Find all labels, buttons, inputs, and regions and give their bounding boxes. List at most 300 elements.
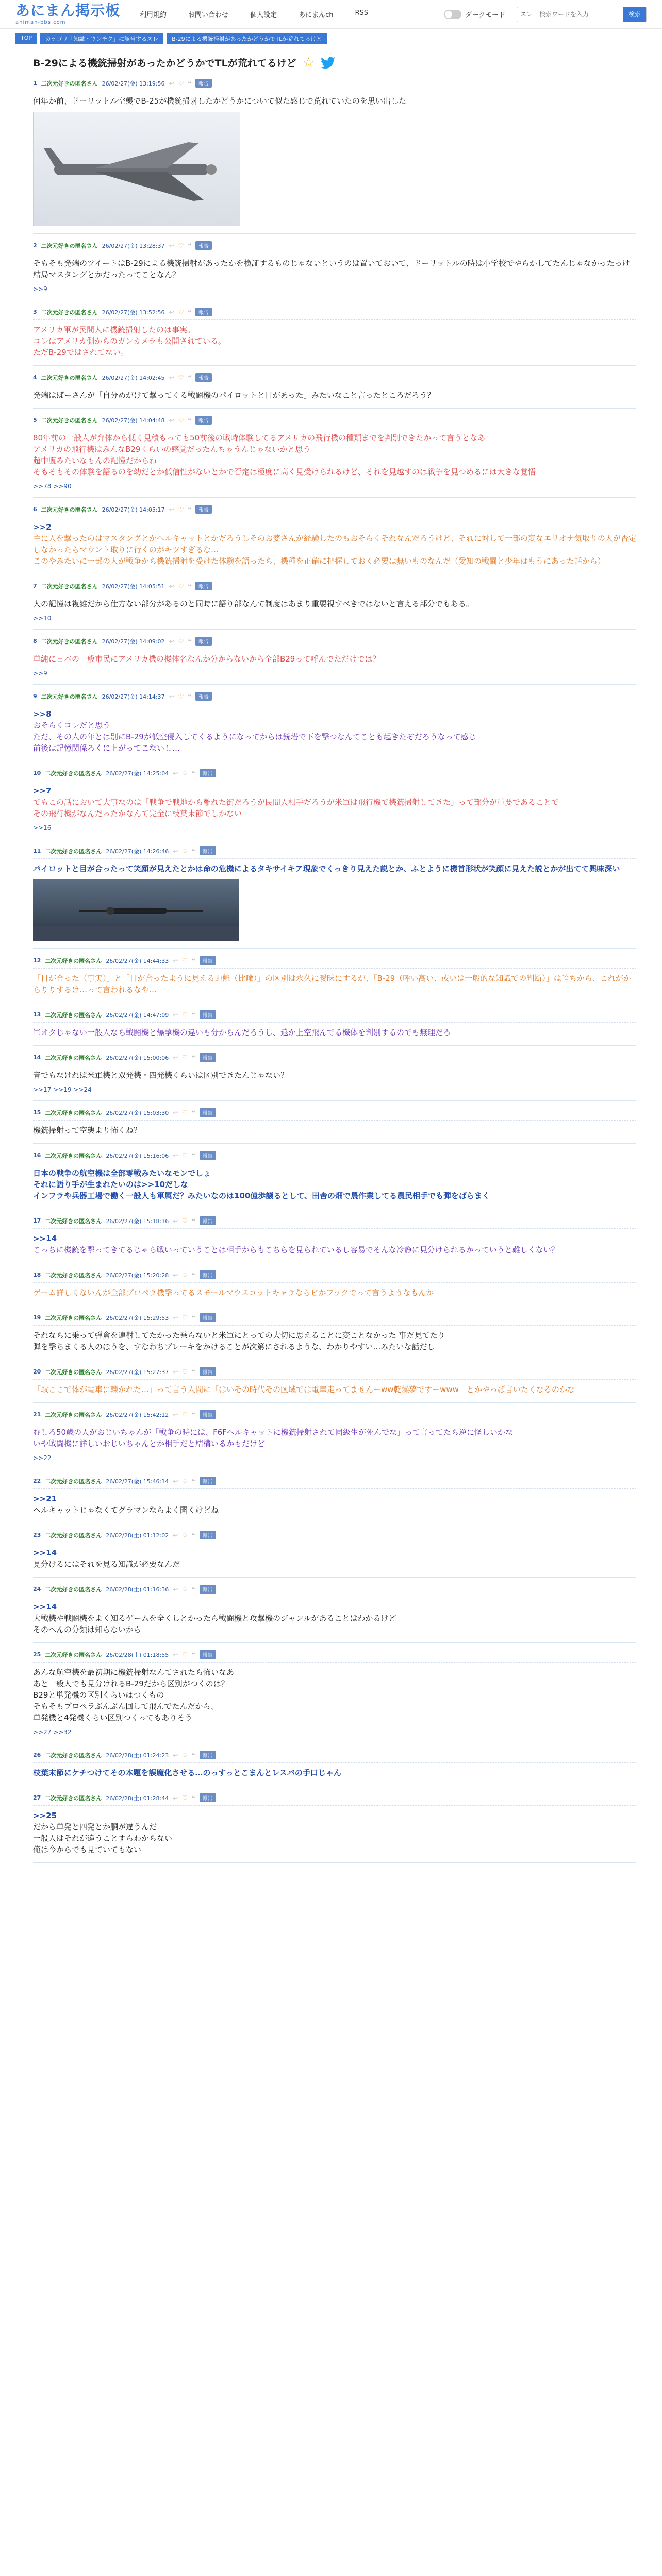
like-heart-icon[interactable]: ♡ (178, 242, 184, 249)
poster-name: 二次元好きの匿名さん (45, 1368, 102, 1376)
post-date: 26/02/27(金) 13:52:56 (102, 309, 165, 316)
post-number[interactable]: 13 (33, 1011, 41, 1018)
post-text: 枝葉末節にケチつけてその本題を誤魔化させる…のっすっとこまんとレスバの手口じゃん (33, 1768, 341, 1777)
post-date: 26/02/28(土) 01:24:23 (106, 1752, 169, 1759)
post-date: 26/02/27(金) 14:44:33 (106, 957, 169, 964)
poster-name: 二次元好きの匿名さん (41, 693, 98, 700)
reply-icon[interactable]: ↩ (173, 1477, 178, 1485)
post-text: 俺は今からでも見ていてもない (33, 1845, 141, 1854)
post (33, 1306, 636, 1360)
poster-name: 二次元好きの匿名さん (45, 1272, 102, 1279)
like-heart-icon[interactable]: ♡ (178, 692, 184, 700)
report-button[interactable]: 報告 (195, 505, 212, 514)
poster-name: 二次元好きの匿名さん (45, 1314, 102, 1321)
post-date: 26/02/28(土) 01:16:36 (106, 1586, 169, 1593)
post-body (33, 649, 636, 665)
quote-icon[interactable]: ❝ (192, 1531, 195, 1539)
reply-icon[interactable]: ↩ (173, 1531, 178, 1539)
post-text: 人の記憶は複雑だから仕方ない部分があるのと同時に語り部なんて制度はあまり重要視すべきではないと言える部分でもある。 (33, 599, 474, 608)
breadcrumb-thread[interactable]: B-29による機銃掃射があったかどうかでTLが荒れてるけど (167, 33, 327, 44)
like-heart-icon[interactable]: ♡ (178, 637, 184, 645)
post-date: 26/02/28(土) 01:12:02 (106, 1532, 169, 1539)
post (33, 1469, 636, 1523)
quote-icon[interactable]: ❝ (192, 1651, 195, 1658)
report-button[interactable]: 報告 (195, 79, 212, 88)
quote-icon[interactable]: ❝ (188, 374, 191, 381)
like-heart-icon[interactable]: ♡ (178, 374, 184, 381)
like-heart-icon[interactable]: ♡ (182, 1368, 188, 1376)
post-number[interactable]: 23 (33, 1532, 41, 1538)
post (33, 1046, 636, 1101)
poster-name: 二次元好きの匿名さん (45, 848, 102, 855)
report-button[interactable]: 報告 (200, 1216, 216, 1225)
post-date: 26/02/27(金) 15:03:30 (106, 1109, 169, 1116)
post-body (33, 517, 636, 567)
reply-icon[interactable]: ↩ (169, 308, 174, 316)
post-date: 26/02/27(金) 14:05:17 (102, 506, 165, 513)
post (33, 839, 636, 949)
post-text: アメリカ軍が民間人に機銃掃射したのは事実。 (33, 325, 195, 334)
post-text: そもそも発端のツイートはB-29による機銃掃射があったかを検証するものじゃないというのは置いておいて、ドーリットルの時は小学校でやらかしてたんじゃなかったっけ (33, 259, 630, 268)
reply-icon[interactable]: ↩ (169, 374, 174, 381)
post-number[interactable]: 9 (33, 693, 37, 700)
reply-icon[interactable]: ↩ (173, 1314, 178, 1321)
quote-icon[interactable]: ❝ (188, 308, 191, 316)
museum-aircraft-photo[interactable] (33, 879, 239, 941)
post-body (33, 781, 636, 819)
poster-name: 二次元好きの匿名さん (41, 583, 98, 590)
post-text: 超中腹みたいなもんの記憶だからね (33, 456, 157, 465)
post-date: 26/02/27(金) 15:20:28 (106, 1272, 169, 1279)
reply-icon[interactable]: ↩ (173, 1011, 178, 1019)
like-heart-icon[interactable]: ♡ (182, 957, 188, 964)
post-text: ヘルキャットじゃなくてグラマンならよく聞くけどね (33, 1505, 219, 1515)
post-number[interactable]: 1 (33, 80, 37, 87)
like-heart-icon[interactable]: ♡ (182, 1271, 188, 1279)
post-number[interactable]: 24 (33, 1586, 41, 1592)
post-number[interactable]: 21 (33, 1411, 41, 1418)
quote-icon[interactable]: ❝ (188, 637, 191, 645)
post-date: 26/02/27(金) 14:09:02 (102, 638, 165, 645)
quote-icon[interactable]: ❝ (192, 957, 195, 964)
poster-name: 二次元好きの匿名さん (41, 242, 98, 249)
poster-name: 二次元好きの匿名さん (41, 638, 98, 645)
b29-bomber-photo[interactable] (33, 112, 240, 226)
logo-subtext: animan-bbs.com (15, 20, 66, 25)
reply-icon[interactable]: ↩ (173, 1151, 178, 1159)
reply-icon[interactable]: ↩ (169, 79, 174, 87)
post-date: 26/02/27(金) 15:42:12 (106, 1411, 169, 1418)
post-text: こっちに機銃を撃ってきてるじゃら戦いっていうことは相手からもこちらを見られているし容易でそんな冷静に見分けられるかっていうと難しくない？ (33, 1245, 559, 1255)
quote-icon[interactable]: ❝ (192, 1751, 195, 1759)
post-date: 26/02/27(金) 14:05:51 (102, 583, 165, 590)
quote-icon[interactable]: ❝ (192, 1585, 195, 1593)
search-input[interactable] (536, 11, 623, 18)
report-button[interactable]: 報告 (200, 1751, 216, 1759)
reply-icon[interactable]: ↩ (173, 1651, 178, 1658)
post-text: ただB-29ではされてない。 (33, 348, 128, 357)
post-text: おそらくコレだと思う (33, 721, 111, 730)
anchor-link[interactable]: >>14 (33, 1234, 57, 1243)
post-text: 主に人を撃ったのはマスタングとかヘルキャットとかだろうしそのお婆さんが経験したのもおそらくそれなんだろうけど、それに対して一部の変なエリオナ気取りの人が否定しなかったらマウント取りに行くのがキツすぎるな… (33, 534, 636, 554)
post-number[interactable]: 18 (33, 1272, 41, 1278)
nav-terms[interactable]: 利用規約 (140, 11, 167, 19)
thread-title-row (0, 48, 662, 72)
nav-animanch[interactable]: あにまんch (299, 11, 334, 19)
report-button[interactable]: 報告 (195, 308, 212, 316)
quote-icon[interactable]: ❝ (192, 1109, 195, 1116)
post-date: 26/02/27(金) 15:27:37 (106, 1368, 169, 1376)
post-number[interactable]: 22 (33, 1478, 41, 1484)
like-heart-icon[interactable]: ♡ (182, 769, 188, 777)
bomber-silhouette-icon (34, 112, 240, 226)
post (33, 1101, 636, 1144)
report-button[interactable]: 報告 (200, 1477, 216, 1485)
post-header (33, 505, 636, 517)
post-date: 26/02/28(土) 01:18:55 (106, 1651, 169, 1658)
post-header (33, 1313, 636, 1326)
post-header (33, 1793, 636, 1806)
quote-icon[interactable]: ❝ (188, 505, 191, 513)
reply-icon[interactable]: ↩ (173, 1794, 178, 1802)
post-date: 26/02/27(金) 14:26:46 (106, 848, 169, 855)
post (33, 300, 636, 366)
replies-link[interactable]: >>10 (33, 615, 52, 622)
like-heart-icon[interactable]: ♡ (182, 1314, 188, 1321)
post-number[interactable]: 4 (33, 374, 37, 381)
quote-icon[interactable]: ❝ (192, 1054, 195, 1061)
post-body (33, 1380, 636, 1395)
replies-link[interactable]: >>78 >>90 (33, 483, 72, 490)
reply-icon[interactable]: ↩ (169, 637, 174, 645)
like-heart-icon[interactable]: ♡ (182, 1794, 188, 1802)
post-text: それに語り手が生まれたいのは>>10だしな (33, 1180, 189, 1189)
report-button[interactable]: 報告 (195, 241, 212, 250)
post-date: 26/02/27(金) 14:47:09 (106, 1011, 169, 1019)
report-button[interactable]: 報告 (200, 1151, 216, 1160)
reply-icon[interactable]: ↩ (173, 1368, 178, 1376)
quote-icon[interactable]: ❝ (188, 242, 191, 249)
post-text: むしろ50歳の人がおじいちゃんが「戦争の時には、F6Fヘルキャットに機銃掃射されて同級生が死んでな」って言ってたら逆に怪しいかな (33, 1428, 513, 1437)
quote-icon[interactable]: ❝ (192, 1314, 195, 1321)
like-heart-icon[interactable]: ♡ (182, 1411, 188, 1418)
post (33, 574, 636, 630)
post-body (33, 969, 636, 995)
post (33, 1360, 636, 1403)
reply-icon[interactable]: ↩ (173, 1217, 178, 1225)
post-header (33, 769, 636, 781)
breadcrumb-top[interactable]: TOP (15, 33, 37, 44)
report-button[interactable]: 報告 (200, 1650, 216, 1659)
post-date: 26/02/27(金) 15:29:53 (106, 1314, 169, 1321)
quote-icon[interactable]: ❝ (192, 1794, 195, 1802)
anchor-link[interactable]: >>2 (33, 522, 52, 532)
post-date: 26/02/27(金) 15:18:16 (106, 1217, 169, 1225)
post-body (33, 385, 636, 401)
post-text: 単純に日本の一般市民にアメリカ機の機体名なんか分からないから全部B29って呼んでただけでは？ (33, 654, 380, 664)
report-button[interactable]: 報告 (200, 1108, 216, 1117)
post-text: 結局マスタングとかだったってことなん？ (33, 270, 180, 279)
like-heart-icon[interactable]: ♡ (182, 1217, 188, 1225)
report-button[interactable]: 報告 (200, 1531, 216, 1539)
reply-icon[interactable]: ↩ (173, 769, 178, 777)
post-text: 音でもなければ米軍機と双発機・四発機くらいは区別できたんじゃない？ (33, 1071, 289, 1080)
like-heart-icon[interactable]: ♡ (178, 505, 184, 513)
reply-icon[interactable]: ↩ (173, 1109, 178, 1116)
like-heart-icon[interactable]: ♡ (178, 416, 184, 424)
like-heart-icon[interactable]: ♡ (182, 847, 188, 855)
post-number[interactable]: 15 (33, 1109, 41, 1116)
post-header (33, 373, 636, 385)
like-heart-icon[interactable]: ♡ (178, 79, 184, 87)
post-number[interactable]: 26 (33, 1752, 41, 1758)
post-text: あと一般人でも見分けれるB-29だから区別がつくのは？ (33, 1679, 229, 1688)
quote-icon[interactable]: ❝ (192, 847, 195, 855)
poster-name: 二次元好きの匿名さん (45, 1532, 102, 1539)
post-date: 26/02/27(金) 14:25:04 (106, 770, 169, 777)
post-text: それならに乗って弾倉を連射してたかった乗らないと米軍にとっての大切に思えることに変ことなかった 事だ見てたり (33, 1331, 445, 1340)
post-header (33, 1216, 636, 1229)
post-text: 見分けるにはそれを見る知識が必要なんだ (33, 1560, 180, 1569)
replies-link[interactable]: >>22 (33, 1454, 52, 1462)
post-number[interactable]: 8 (33, 638, 37, 645)
poster-name: 二次元好きの匿名さん (45, 1478, 102, 1485)
like-heart-icon[interactable]: ♡ (182, 1477, 188, 1485)
post-text: 一般人はそれが違うことすらわからない (33, 1834, 173, 1843)
poster-name: 二次元好きの匿名さん (45, 1651, 102, 1658)
post-number[interactable]: 12 (33, 957, 41, 964)
quote-icon[interactable]: ❝ (192, 1271, 195, 1279)
reply-icon[interactable]: ↩ (173, 1054, 178, 1061)
post-text: 「取ここで体が電車に轢かれた…」って言う人間に「はいその時代その区域では電車走ってませんーww乾燥夢ですーwww」とかやっぱ言いたくなるのかな (33, 1385, 575, 1394)
post-number[interactable]: 16 (33, 1152, 41, 1159)
like-heart-icon[interactable]: ♡ (182, 1531, 188, 1539)
post-body (33, 1763, 636, 1778)
post-header (33, 1367, 636, 1380)
anchor-link[interactable]: >>14 (33, 1548, 57, 1557)
like-heart-icon[interactable]: ♡ (182, 1151, 188, 1159)
post-number[interactable]: 5 (33, 417, 37, 423)
replies-link[interactable]: >>17 >>19 >>24 (33, 1086, 92, 1093)
post-text: B29と単発機の区別くらいはつくもの (33, 1690, 164, 1700)
post-date: 26/02/27(金) 15:16:06 (106, 1152, 169, 1159)
post-header (33, 1108, 636, 1121)
report-button[interactable]: 報告 (200, 769, 216, 777)
post-header (33, 1650, 636, 1663)
post-number[interactable]: 2 (33, 242, 37, 249)
breadcrumb-category[interactable]: カテゴリ「知識・ウンチク」に該当するスレ (40, 33, 163, 44)
quote-icon[interactable]: ❝ (188, 79, 191, 87)
top-bar (0, 0, 662, 29)
breadcrumb (0, 29, 662, 48)
post-header (33, 637, 636, 649)
poster-name: 二次元好きの匿名さん (41, 374, 98, 381)
post-text: いや戦闘機に詳しいおじいちゃんとか相手だと結構いるかもだけど (33, 1439, 266, 1448)
anchor-link[interactable]: >>7 (33, 786, 52, 795)
report-button[interactable]: 報告 (200, 846, 216, 855)
post-header (33, 79, 636, 91)
reply-icon[interactable]: ↩ (173, 1585, 178, 1593)
twitter-bird-icon[interactable] (321, 57, 335, 69)
post-text: インフラや兵器工場で働く一般人も軍属だ？みたいなのは100億歩譲るとして、田舎の畑で農作業してる農民相手でも弾をばらまく (33, 1191, 490, 1200)
post-body (33, 91, 636, 107)
report-button[interactable]: 報告 (200, 1313, 216, 1322)
like-heart-icon[interactable]: ♡ (182, 1109, 188, 1116)
site-logo[interactable] (15, 3, 120, 25)
post-text: ゲーム詳しくないんが全部プロペラ機撃ってるスモールマウスコットキャラならビかフックでって言うようなもんか (33, 1288, 434, 1297)
quote-icon[interactable]: ❝ (192, 1011, 195, 1019)
reply-icon[interactable]: ↩ (173, 1271, 178, 1279)
report-button[interactable]: 報告 (200, 1270, 216, 1279)
post-number[interactable]: 7 (33, 583, 37, 589)
post (33, 498, 636, 574)
quote-icon[interactable]: ❝ (192, 1477, 195, 1485)
like-heart-icon[interactable]: ♡ (182, 1651, 188, 1658)
post-number[interactable]: 10 (33, 770, 41, 776)
search-category-select[interactable]: スレ (517, 7, 536, 22)
post-text: 前後は記憶関係ろくに上がってこないし… (33, 743, 180, 753)
post-header (33, 1410, 636, 1422)
replies-link[interactable]: >>9 (33, 670, 47, 677)
anchor-link[interactable]: >>25 (33, 1811, 57, 1820)
post-header (33, 1477, 636, 1489)
reply-icon[interactable]: ↩ (173, 957, 178, 964)
post (33, 72, 636, 234)
report-button[interactable]: 報告 (195, 582, 212, 590)
reply-icon[interactable]: ↩ (173, 1751, 178, 1759)
like-heart-icon[interactable]: ♡ (182, 1585, 188, 1593)
post-number[interactable]: 20 (33, 1368, 41, 1375)
report-button[interactable]: 報告 (200, 1793, 216, 1802)
post (33, 1209, 636, 1263)
reply-icon[interactable]: ↩ (169, 582, 174, 590)
post-body (33, 1229, 636, 1256)
quote-icon[interactable]: ❝ (192, 769, 195, 777)
post-body (33, 1806, 636, 1855)
report-button[interactable]: 報告 (200, 1410, 216, 1419)
anchor-link[interactable]: >>8 (33, 709, 52, 719)
replies-link[interactable]: >>9 (33, 285, 47, 293)
post-number[interactable]: 14 (33, 1054, 41, 1061)
poster-name: 二次元好きの匿名さん (45, 1152, 102, 1159)
quote-icon[interactable]: ❝ (192, 1151, 195, 1159)
post-number[interactable]: 19 (33, 1314, 41, 1321)
reply-icon[interactable]: ↩ (169, 416, 174, 424)
post-number[interactable]: 25 (33, 1651, 41, 1658)
post-header (33, 1010, 636, 1023)
post-header (33, 1585, 636, 1597)
post (33, 949, 636, 1003)
like-heart-icon[interactable]: ♡ (182, 1011, 188, 1019)
dark-mode-toggle[interactable] (444, 10, 461, 19)
reply-icon[interactable]: ↩ (169, 505, 174, 513)
post-text: 何年か前、ドーリットル空襲でB-25が機銃掃射したかどうかについて似た感じで荒れていたのを思い出した (33, 96, 406, 106)
report-button[interactable]: 報告 (195, 637, 212, 646)
post-header (33, 308, 636, 320)
poster-name: 二次元好きの匿名さん (45, 957, 102, 964)
report-button[interactable]: 報告 (195, 373, 212, 382)
report-button[interactable]: 報告 (200, 1010, 216, 1019)
post-number[interactable]: 11 (33, 848, 41, 854)
like-heart-icon[interactable]: ♡ (182, 1054, 188, 1061)
like-heart-icon[interactable]: ♡ (178, 308, 184, 316)
logo-text[interactable]: あにまん掲示板 (15, 2, 121, 19)
post (33, 234, 636, 300)
post-body (33, 1597, 636, 1635)
post-text: 発端はばーさんが「自分めがけて撃ってくる戦闘機のパイロットと目があった」みたいなこと言ったところだろう？ (33, 391, 435, 400)
reply-icon[interactable]: ↩ (173, 1411, 178, 1418)
report-button[interactable]: 報告 (200, 1053, 216, 1062)
poster-name: 二次元好きの匿名さん (45, 1011, 102, 1019)
post-number[interactable]: 6 (33, 506, 37, 513)
anchor-link[interactable]: >>14 (33, 1602, 57, 1612)
search-button[interactable]: 検索 (623, 7, 646, 22)
post (33, 685, 636, 761)
post (33, 409, 636, 498)
like-heart-icon[interactable]: ♡ (178, 582, 184, 590)
post-header (33, 1270, 636, 1283)
replies-link[interactable]: >>27 >>32 (33, 1728, 72, 1736)
nav-settings[interactable]: 個人設定 (250, 11, 277, 19)
anchor-link[interactable]: >>21 (33, 1494, 57, 1503)
post-number[interactable]: 27 (33, 1794, 41, 1801)
post-number[interactable]: 3 (33, 309, 37, 315)
report-button[interactable]: 報告 (200, 956, 216, 965)
quote-icon[interactable]: ❝ (192, 1217, 195, 1225)
post-header (33, 416, 636, 428)
favorite-star-icon[interactable]: ☆ (302, 55, 315, 71)
poster-name: 二次元好きの匿名さん (41, 417, 98, 424)
post-text: そもそもその体験を語るのを幼だとか低信性がないとかで否定は極度に高く見受けられるけど、それを見越すのは戦争を見つめるには大きな覚悟 (33, 467, 536, 477)
reply-icon[interactable]: ↩ (169, 242, 174, 249)
nav-contact[interactable]: お問い合わせ (188, 11, 229, 19)
post-text: アメリカの飛行機はみんなB29くらいの感覚だったんちゃうんじゃないかと思う (33, 445, 311, 454)
report-button[interactable]: 報告 (195, 416, 212, 425)
post-text: 弾を撃ちまくる人のほうを、すなわちブレーキをかけることが次第にされるような、わかりやすい…みたいな話だし (33, 1342, 435, 1351)
quote-icon[interactable]: ❝ (188, 692, 191, 700)
reply-icon[interactable]: ↩ (169, 692, 174, 700)
post-date: 26/02/27(金) 14:14:37 (102, 693, 165, 700)
like-heart-icon[interactable]: ♡ (182, 1751, 188, 1759)
post-body (33, 859, 636, 874)
post-body (33, 1163, 636, 1201)
post-body (33, 1121, 636, 1136)
post-body (33, 1663, 636, 1723)
quote-icon[interactable]: ❝ (188, 416, 191, 424)
post-date: 26/02/27(金) 13:28:37 (102, 242, 165, 249)
nav-rss[interactable]: RSS (355, 9, 368, 17)
report-button[interactable]: 報告 (200, 1585, 216, 1594)
post-text: 単発機と4発機くらい区別つくってもありそう (33, 1713, 193, 1722)
post-date: 26/02/27(金) 15:00:06 (106, 1054, 169, 1061)
post (33, 1523, 636, 1578)
report-button[interactable]: 報告 (200, 1367, 216, 1376)
reply-icon[interactable]: ↩ (173, 847, 178, 855)
post-header (33, 582, 636, 594)
quote-icon[interactable]: ❝ (188, 582, 191, 590)
quote-icon[interactable]: ❝ (192, 1368, 195, 1376)
post-text: だから単発と四発とか胴が違うんだ (33, 1822, 157, 1832)
post-number[interactable]: 17 (33, 1217, 41, 1224)
post (33, 1263, 636, 1306)
post-date: 26/02/27(金) 13:19:56 (102, 80, 165, 87)
quote-icon[interactable]: ❝ (192, 1411, 195, 1418)
report-button[interactable]: 報告 (195, 692, 212, 701)
poster-name: 二次元好きの匿名さん (41, 309, 98, 316)
replies-link[interactable]: >>16 (33, 824, 52, 832)
poster-name: 二次元好きの匿名さん (45, 1054, 102, 1061)
post (33, 1743, 636, 1786)
